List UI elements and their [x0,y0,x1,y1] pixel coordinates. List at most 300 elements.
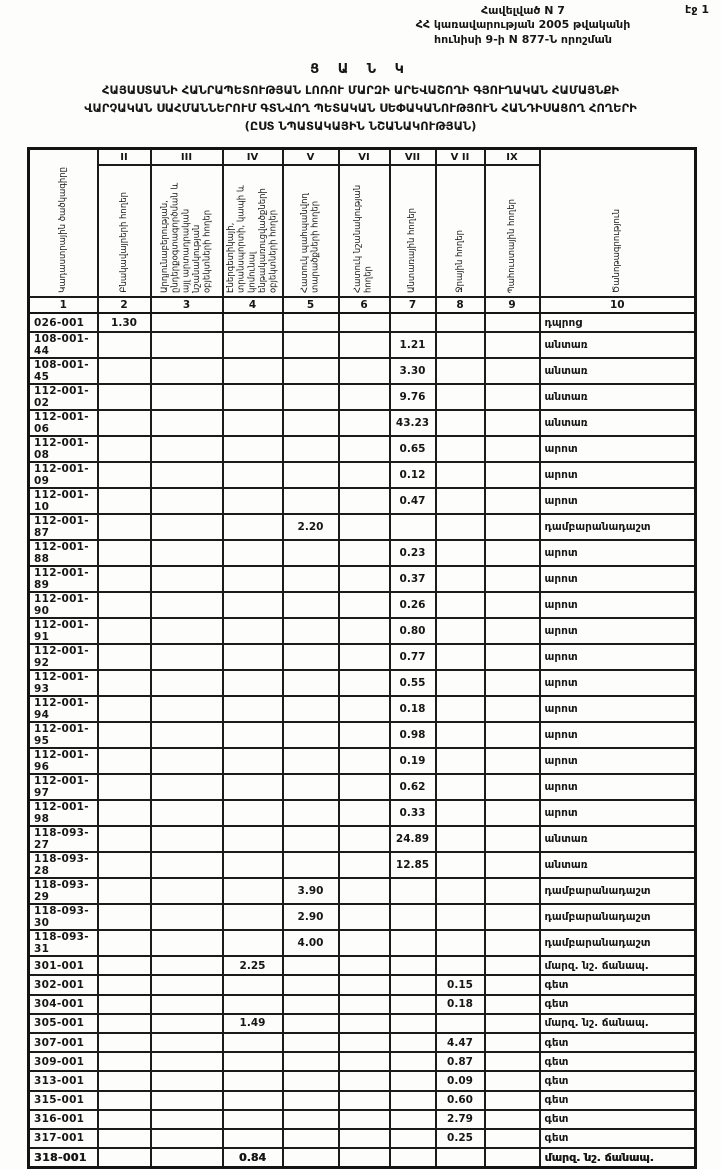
column-number: 3 [151,297,223,313]
note-cell: դպրոց [540,313,696,332]
table-row [29,566,696,592]
area-value-cell [436,852,485,878]
area-value-cell: 0.23 [390,540,436,566]
cadastral-code-cell: 108-001-45 [29,358,98,384]
area-value-cell: 0.80 [390,618,436,644]
area-value-cell: 0.62 [390,774,436,800]
area-value-cell [98,1110,151,1129]
area-value-cell: 1.30 [98,313,151,332]
area-value-cell [339,852,390,878]
area-value-cell [283,540,339,566]
area-value-cell: 0.55 [390,670,436,696]
column-header-label: Ծանոթագրություն [611,208,622,293]
area-value-cell [339,592,390,618]
area-value-cell [283,722,339,748]
area-value-cell [283,566,339,592]
government-decree-line2: հունիսի 9-ի N 877-Ն որոշման [434,32,612,46]
area-value-cell [151,1033,223,1052]
area-value-cell [151,358,223,384]
area-value-cell [339,618,390,644]
lands-table [27,147,697,1169]
document-subtitle [0,82,721,135]
area-value-cell [151,1052,223,1071]
area-value-cell [283,313,339,332]
area-value-cell [436,956,485,975]
cadastral-code-cell: 302-001 [29,975,98,994]
area-value-cell [98,1033,151,1052]
area-value-cell [151,1014,223,1033]
area-value-cell [151,1071,223,1090]
area-value-cell [151,1110,223,1129]
area-value-cell [283,774,339,800]
area-value-cell [339,956,390,975]
column-header-label: Պահուստային հողեր [506,198,517,293]
area-value-cell [339,748,390,774]
area-value-cell [283,696,339,722]
column-number: 6 [339,297,390,313]
area-value-cell [485,313,540,332]
table-row [29,956,696,975]
area-value-cell [151,313,223,332]
cadastral-code-cell: 112-001-91 [29,618,98,644]
area-value-cell [339,1033,390,1052]
area-value-cell [151,462,223,488]
area-value-cell [151,975,223,994]
area-value-cell: 0.60 [436,1091,485,1110]
area-value-cell [98,930,151,956]
area-value-cell [223,975,283,994]
note-cell: գետ [540,995,696,1014]
area-value-cell [283,488,339,514]
area-value-cell [339,774,390,800]
area-value-cell [339,358,390,384]
area-value-cell [485,358,540,384]
cadastral-code-cell: 112-001-09 [29,462,98,488]
area-value-cell [390,878,436,904]
area-value-cell [390,930,436,956]
area-value-cell [436,722,485,748]
column-header-label: Անտառային հողեր [407,208,418,293]
area-value-cell [223,800,283,826]
area-value-cell [151,618,223,644]
area-value-cell: 0.25 [436,1129,485,1148]
area-value-cell [223,410,283,436]
note-cell: մարզ. նշ. ճանապ. [540,1014,696,1033]
area-value-cell: 4.47 [436,1033,485,1052]
area-value-cell [485,748,540,774]
area-value-cell [436,514,485,540]
area-value-cell: 0.98 [390,722,436,748]
note-cell: գետ [540,1033,696,1052]
area-value-cell [485,878,540,904]
table-row [29,852,696,878]
area-value-cell [283,358,339,384]
subtitle-line-3: (ԸՍՏ ՆՊԱՏԱԿԱՅԻՆ ՆՇԱՆԱԿՈՒԹՅԱՆ) [244,118,477,133]
cadastral-code-cell: 305-001 [29,1014,98,1033]
table-row [29,826,696,852]
area-value-cell [151,436,223,462]
area-value-cell [436,1148,485,1168]
area-value-cell [151,826,223,852]
area-value-cell: 0.87 [436,1052,485,1071]
area-value-cell [485,852,540,878]
table-row [29,436,696,462]
cadastral-code-cell: 316-001 [29,1110,98,1129]
area-value-cell: 0.18 [436,995,485,1014]
column-header-label: Ջրային հողեր [454,230,465,293]
area-value-cell [151,748,223,774]
area-value-cell [283,1033,339,1052]
area-value-cell [98,410,151,436]
area-value-cell [151,800,223,826]
table-row [29,1148,696,1168]
area-value-cell [223,358,283,384]
area-value-cell [339,1052,390,1071]
area-value-cell: 2.79 [436,1110,485,1129]
area-value-cell [223,748,283,774]
area-value-cell [436,1014,485,1033]
area-value-cell [390,1091,436,1110]
note-cell: արոտ [540,436,696,462]
document-title: Ց Ա Ն Կ [310,62,411,77]
note-cell: արոտ [540,566,696,592]
area-value-cell [436,878,485,904]
area-value-cell [485,436,540,462]
table-row [29,1129,696,1148]
column-header-label: Հատուկ պահպանվող տարածքների հողեր [299,193,321,293]
area-value-cell [223,644,283,670]
area-value-cell: 2.25 [223,956,283,975]
column-header-cadastral-code [29,149,98,298]
area-value-cell [283,975,339,994]
table-row [29,774,696,800]
area-value-cell [283,436,339,462]
note-cell: մարզ. նշ. ճանապ. [540,1148,696,1168]
table-row [29,930,696,956]
area-value-cell [339,644,390,670]
note-cell: գետ [540,1071,696,1090]
area-value-cell [98,852,151,878]
area-value-cell [436,488,485,514]
area-value-cell [339,1110,390,1129]
table-row [29,1071,696,1090]
note-cell: արոտ [540,618,696,644]
table-row [29,670,696,696]
table-row [29,1033,696,1052]
area-value-cell: 9.76 [390,384,436,410]
cadastral-code-cell: 118-093-29 [29,878,98,904]
area-value-cell: 2.20 [283,514,339,540]
area-value-cell [98,878,151,904]
area-value-cell: 0.77 [390,644,436,670]
cadastral-code-cell: 112-001-95 [29,722,98,748]
note-cell: դամբարանադաշտ [540,930,696,956]
area-value-cell [485,930,540,956]
table-row [29,722,696,748]
roman-numeral-col9: IX [485,149,540,166]
area-value-cell [485,904,540,930]
area-value-cell [436,748,485,774]
area-value-cell [485,488,540,514]
area-value-cell: 2.90 [283,904,339,930]
cadastral-code-cell: 118-093-28 [29,852,98,878]
note-cell: դամբարանադաշտ [540,878,696,904]
area-value-cell [283,1110,339,1129]
area-value-cell [436,800,485,826]
area-value-cell [223,826,283,852]
cadastral-code-cell: 112-001-08 [29,436,98,462]
area-value-cell [485,1033,540,1052]
area-value-cell [339,975,390,994]
area-value-cell: 0.19 [390,748,436,774]
area-value-cell [390,956,436,975]
column-number: 9 [485,297,540,313]
note-cell: անտառ [540,384,696,410]
note-cell: մարզ. նշ. ճանապ. [540,956,696,975]
area-value-cell [223,436,283,462]
area-value-cell [339,904,390,930]
area-value-cell [485,956,540,975]
column-header-infrastructure-lands [223,165,283,297]
area-value-cell [436,358,485,384]
area-value-cell [339,1071,390,1090]
note-cell: արոտ [540,644,696,670]
table-row [29,748,696,774]
area-value-cell [436,904,485,930]
table-row [29,488,696,514]
area-value-cell [223,670,283,696]
area-value-cell [98,670,151,696]
column-header-note [540,149,696,298]
area-value-cell [98,774,151,800]
area-value-cell [485,384,540,410]
area-value-cell [485,618,540,644]
area-value-cell [485,1071,540,1090]
area-value-cell: 43.23 [390,410,436,436]
area-value-cell [436,384,485,410]
note-cell: գետ [540,1129,696,1148]
area-value-cell: 3.90 [283,878,339,904]
area-value-cell [436,670,485,696]
area-value-cell [283,644,339,670]
area-value-cell [339,540,390,566]
area-value-cell: 12.85 [390,852,436,878]
note-cell: գետ [540,1052,696,1071]
area-value-cell [436,462,485,488]
note-cell: գետ [540,1110,696,1129]
area-value-cell: 0.33 [390,800,436,826]
area-value-cell [223,540,283,566]
column-header-reserve-lands [485,165,540,297]
subtitle-line-2: ՎԱՐՉԱԿԱՆ ՍԱՀՄԱՆՆԵՐՈՒՄ ԳՏՆՎՈՂ ՊԵՏԱԿԱՆ ՍԵՓԱԿԱՆՈՒԹՅՈՒՆ ՀԱՆԴԻՍԱՑՈՂ ՀՈՂԵՐԻ [84,100,637,115]
area-value-cell [485,696,540,722]
cadastral-code-cell: 118-093-27 [29,826,98,852]
area-value-cell [223,774,283,800]
area-value-cell [436,930,485,956]
area-value-cell [283,1091,339,1110]
area-value-cell: 1.49 [223,1014,283,1033]
area-value-cell [98,748,151,774]
area-value-cell [151,904,223,930]
appendix-header [368,4,678,47]
area-value-cell [151,956,223,975]
cadastral-code-cell: 118-093-31 [29,930,98,956]
column-header-label: Էներգետիկայի, տրանսպորտի, կապի և կոմունալ ենթակառուցվածքների օբյեկտների հողեր [225,185,279,293]
table-row [29,384,696,410]
area-value-cell [283,332,339,358]
area-value-cell [485,1052,540,1071]
area-value-cell [485,722,540,748]
column-number: 10 [540,297,696,313]
area-value-cell: 1.21 [390,332,436,358]
area-value-cell [151,488,223,514]
area-value-cell [151,592,223,618]
cadastral-code-cell: 108-001-44 [29,332,98,358]
cadastral-code-cell: 112-001-94 [29,696,98,722]
note-cell: արոտ [540,462,696,488]
roman-numeral-row [29,149,696,166]
note-cell: արոտ [540,592,696,618]
area-value-cell [98,618,151,644]
area-value-cell [151,514,223,540]
roman-numeral-col5: V [283,149,339,166]
table-row [29,313,696,332]
column-header-label: Արդյունաբերության, ընդերքօգտագործման և այլ արտադրական նշանակության օբյեկտների հողեր [159,182,213,293]
area-value-cell: 4.00 [283,930,339,956]
area-value-cell [485,566,540,592]
area-value-cell [151,566,223,592]
roman-numeral-col2: II [98,149,151,166]
area-value-cell [223,384,283,410]
area-value-cell [223,462,283,488]
area-value-cell [151,696,223,722]
area-value-cell [98,592,151,618]
area-value-cell [436,592,485,618]
cadastral-code-cell: 307-001 [29,1033,98,1052]
area-value-cell [339,696,390,722]
column-header-label: Կադաստրային ծածկագիրը [57,167,68,293]
note-cell: արոտ [540,748,696,774]
table-row [29,1014,696,1033]
area-value-cell: 0.26 [390,592,436,618]
note-cell: արոտ [540,696,696,722]
area-value-cell [436,436,485,462]
roman-numeral-col3: III [151,149,223,166]
area-value-cell [436,540,485,566]
roman-numeral-col4: IV [223,149,283,166]
cadastral-code-cell: 304-001 [29,995,98,1014]
column-header-water-lands [436,165,485,297]
area-value-cell [223,1091,283,1110]
area-value-cell [339,410,390,436]
table-row [29,1091,696,1110]
table-row [29,878,696,904]
area-value-cell [223,1071,283,1090]
table-row [29,1052,696,1071]
appendix-title: Հավելված N 7 [481,4,565,17]
area-value-cell [339,1148,390,1168]
area-value-cell [339,384,390,410]
area-value-cell [339,514,390,540]
note-cell: անտառ [540,332,696,358]
area-value-cell [223,930,283,956]
table-row [29,592,696,618]
area-value-cell [436,566,485,592]
area-value-cell [98,800,151,826]
area-value-cell [223,566,283,592]
table-row [29,1110,696,1129]
area-value-cell [151,670,223,696]
area-value-cell [485,1148,540,1168]
table-row [29,618,696,644]
note-cell: գետ [540,975,696,994]
area-value-cell [485,975,540,994]
roman-numeral-col7: VII [390,149,436,166]
area-value-cell [339,332,390,358]
roman-numeral-col8: V II [436,149,485,166]
area-value-cell [98,696,151,722]
area-value-cell [485,410,540,436]
roman-numeral-col6: VI [339,149,390,166]
area-value-cell [339,930,390,956]
area-value-cell [151,384,223,410]
area-value-cell [223,696,283,722]
note-cell: անտառ [540,358,696,384]
table-row [29,410,696,436]
area-value-cell: 3.30 [390,358,436,384]
area-value-cell [98,956,151,975]
area-value-cell [390,1129,436,1148]
area-value-cell [485,826,540,852]
column-header-protected-lands [283,165,339,297]
cadastral-code-cell: 112-001-90 [29,592,98,618]
area-value-cell [485,540,540,566]
note-cell: արոտ [540,670,696,696]
area-value-cell [223,904,283,930]
area-value-cell [485,1110,540,1129]
note-cell: արոտ [540,800,696,826]
cadastral-code-cell: 315-001 [29,1091,98,1110]
column-number: 8 [436,297,485,313]
table-row [29,800,696,826]
area-value-cell [283,384,339,410]
area-value-cell [223,722,283,748]
area-value-cell [283,826,339,852]
table-header [29,149,696,314]
cadastral-code-cell: 112-001-87 [29,514,98,540]
area-value-cell [283,852,339,878]
area-value-cell [223,878,283,904]
area-value-cell [98,1052,151,1071]
area-value-cell: 0.15 [436,975,485,994]
area-value-cell [485,644,540,670]
area-value-cell [339,436,390,462]
area-value-cell [98,488,151,514]
area-value-cell [283,748,339,774]
area-value-cell [390,1148,436,1168]
area-value-cell [436,410,485,436]
column-number-row [29,297,696,313]
area-value-cell [390,1071,436,1090]
area-value-cell [98,722,151,748]
column-header-settlement-lands [98,165,151,297]
area-value-cell: 0.47 [390,488,436,514]
area-value-cell [283,462,339,488]
column-number: 4 [223,297,283,313]
area-value-cell [485,592,540,618]
area-value-cell [339,800,390,826]
subtitle-line-1: ՀԱՅԱՍՏԱՆԻ ՀԱՆՐԱՊԵՏՈՒԹՅԱՆ ԼՈՌՈՒ ՄԱՐԶԻ ԱՐԵՎԱՇՈՂԻ ԳՅՈՒՂԱԿԱՆ ՀԱՄԱՅՆՔԻ [101,83,619,97]
